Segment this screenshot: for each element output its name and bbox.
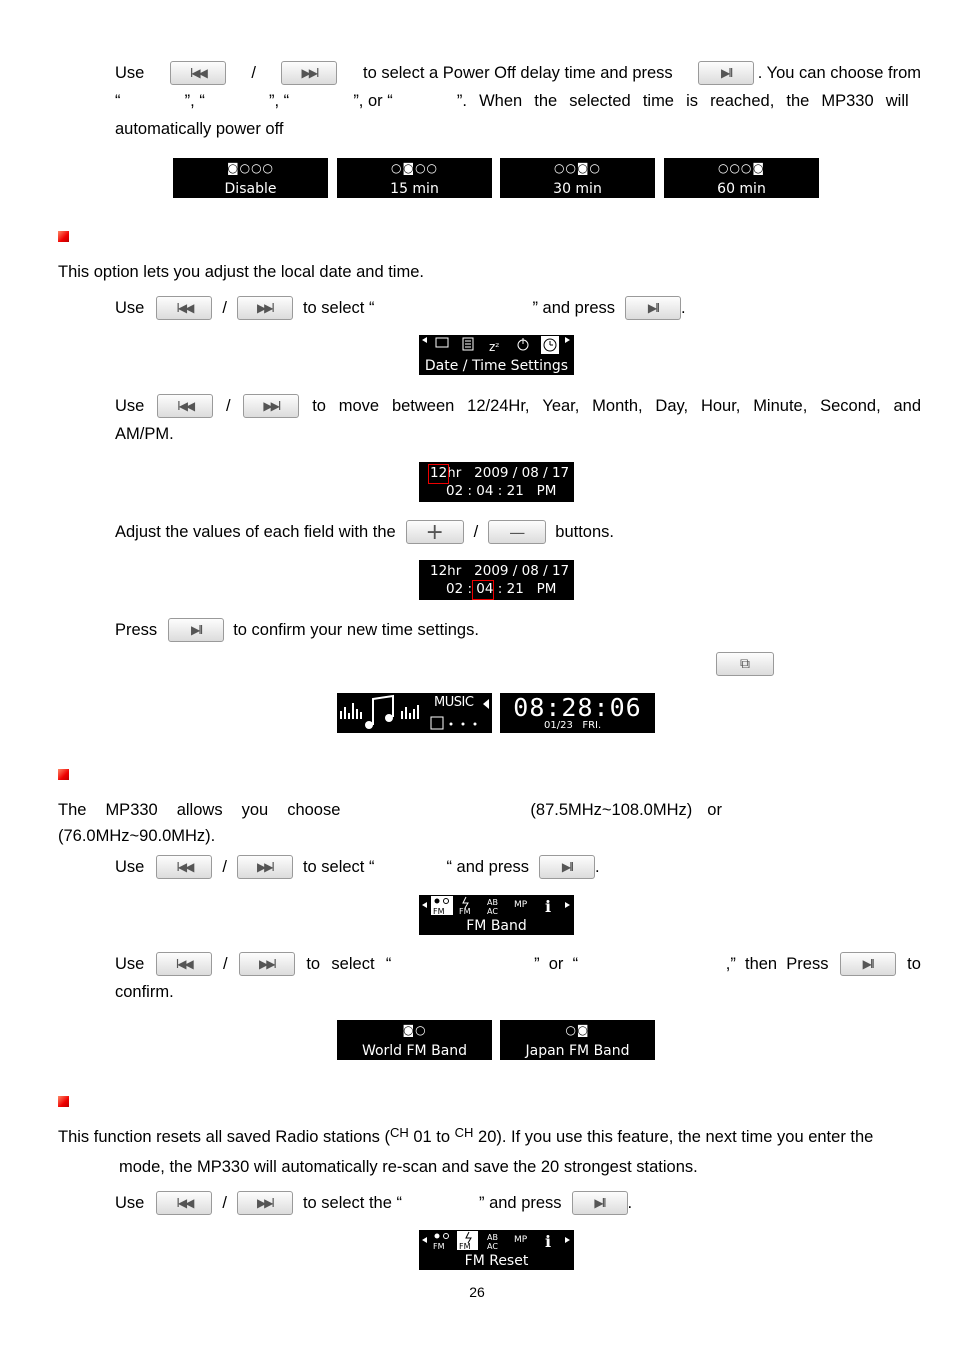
text: is: [686, 91, 698, 110]
text: you: [241, 801, 269, 819]
lcd-world-fm-band: [337, 1020, 492, 1060]
note-box-icon: [431, 717, 443, 729]
lcd-dots: ◙○○○: [226, 161, 275, 175]
text: /: [222, 1193, 227, 1212]
text: 12/24Hr,: [467, 396, 530, 415]
svg-text:FM: FM: [433, 907, 445, 916]
preset-icon: MP: [514, 900, 528, 910]
lcd-15min: [337, 158, 492, 198]
fm-band-intro-2: (76.0MHz~90.0MHz).: [58, 827, 216, 845]
text: to select the “: [302, 1193, 402, 1212]
text: [58, 1125, 874, 1147]
text: to: [312, 396, 326, 415]
text: When: [479, 91, 523, 110]
lcd-music-screen: [337, 693, 492, 733]
text: to: [907, 954, 921, 973]
text: MP330: [821, 91, 874, 110]
date-time-move-line-2: AM/PM.: [115, 425, 174, 443]
text: Second,: [820, 396, 881, 415]
music-label: MUSIC: [434, 695, 474, 710]
prev-button: I◀◀: [170, 61, 226, 85]
info-icon: i: [545, 1232, 552, 1251]
text: Year,: [542, 396, 580, 415]
text: “ and press: [446, 857, 530, 876]
play-pause-button: ▶II: [625, 296, 681, 320]
text: Use: [115, 857, 145, 876]
adjust-line: [115, 519, 614, 545]
lcd-dots: ○◙○○: [390, 161, 439, 175]
menu-icons: [419, 335, 574, 357]
lcd-disable: [173, 158, 328, 198]
text: between: [391, 396, 455, 415]
date-time-move-line: [115, 393, 921, 419]
next-button: ▶▶I: [237, 1191, 293, 1215]
fm-band-select-line: [115, 854, 600, 880]
text: .: [681, 298, 686, 317]
lcd-label: Date / Time Settings: [424, 358, 569, 374]
fm-band-icon: FM: [433, 1242, 445, 1251]
clock-time: 08:28:06: [513, 693, 642, 722]
text: ”, or “: [353, 91, 393, 110]
plus-button: +: [406, 520, 464, 544]
text: ”, “: [184, 91, 205, 110]
text: /: [222, 857, 227, 876]
lcd-line: 12hr 2009 / 08 / 17: [430, 563, 570, 579]
text: or: [707, 801, 722, 819]
text: Use: [115, 298, 145, 317]
lcd-line: 02 : 04 : 21 PM: [446, 483, 557, 499]
text: 20). If you use this feature, the next time you enter the: [473, 1128, 874, 1146]
minus-button: —: [488, 520, 546, 544]
text: select: [331, 954, 375, 973]
section-bullet-icon: [58, 1096, 69, 1107]
lcd-date-time-menu: [419, 335, 574, 375]
lcd-label: Disable: [224, 181, 277, 197]
equalizer-icon: [340, 703, 419, 719]
text: /: [225, 396, 231, 415]
lcd-dots: ○○○◙: [717, 161, 766, 175]
power-off-line-1: [115, 60, 921, 86]
svg-text:AC: AC: [487, 907, 498, 916]
lcd-japan-fm-band: [500, 1020, 655, 1060]
text: the: [534, 91, 558, 110]
lcd-line: 12hr 2009 / 08 / 17: [430, 465, 570, 481]
text: . You can choose from: [757, 63, 921, 82]
fm-band-intro: [58, 801, 748, 820]
mode-button: ⧉: [716, 652, 774, 676]
text: (87.5MHz~108.0MHz): [530, 801, 693, 819]
svg-text:AC: AC: [487, 1242, 498, 1251]
text: Use: [115, 63, 145, 82]
left-arrow-icon: [422, 337, 427, 343]
text: reached,: [710, 91, 775, 110]
lcd-label: FM Reset: [464, 1253, 529, 1269]
text: Use: [115, 1193, 145, 1212]
play-pause-button: ▶II: [539, 855, 595, 879]
text: .: [595, 857, 600, 876]
lcd-label: FM Band: [466, 918, 527, 934]
text: ” or “: [534, 954, 579, 973]
text: Hour,: [700, 396, 741, 415]
clock-date: 01/23 FRI.: [544, 720, 602, 731]
text: This function resets all saved Radio stations (: [58, 1128, 390, 1146]
next-button: ▶▶I: [243, 394, 299, 418]
prev-button: I◀◀: [156, 296, 212, 320]
fm-reset-intro: [58, 1125, 921, 1147]
field-highlight: [472, 580, 494, 600]
lcd-30min: [500, 158, 655, 198]
field-highlight: [428, 464, 449, 484]
text: ” and press: [532, 298, 616, 317]
text: Minute,: [753, 396, 808, 415]
fm-reset-intro-2: mode, the MP330 will automatically re-scan and save the 20 strongest stations.: [119, 1158, 698, 1176]
play-pause-button: ▶II: [840, 952, 896, 976]
text: ,” then Press: [725, 954, 829, 973]
text: Press: [115, 620, 158, 639]
text: /: [473, 522, 479, 541]
left-arrow-icon: [422, 902, 427, 908]
play-pause-button: ▶II: [572, 1191, 628, 1215]
ch-label: CH: [390, 1125, 409, 1140]
date-time-intro: This option lets you adjust the local date and time.: [58, 263, 424, 281]
power-off-line-2: [115, 90, 921, 112]
text: .: [627, 1193, 633, 1212]
lcd-label: World FM Band: [361, 1043, 468, 1059]
lcd-label: 15 min: [390, 181, 439, 197]
date-time-select-line: [115, 295, 686, 321]
text: ” and press: [479, 1193, 562, 1212]
lcd-line: 02 : 04 : 21 PM: [446, 581, 557, 597]
text: the: [786, 91, 810, 110]
play-pause-button: ▶II: [168, 618, 224, 642]
lcd-fm-reset-menu: [419, 1230, 574, 1270]
lcd-dots: ◙○: [402, 1023, 427, 1037]
lcd-time-edit-1: [419, 462, 574, 502]
text: selected: [569, 91, 631, 110]
fm-menu-icons: [419, 895, 574, 917]
text: to select a Power Off delay time and press: [363, 63, 673, 82]
text: move: [338, 396, 380, 415]
text: /: [223, 954, 228, 973]
text: /: [222, 298, 227, 317]
fm-reset-select-line: [115, 1190, 632, 1216]
power-off-line-3: automatically power off: [115, 120, 284, 138]
fm-band-choose-line: [115, 951, 921, 977]
lcd-time-edit-2: [419, 560, 574, 600]
preset-icon: MP: [514, 1235, 528, 1245]
press-confirm-line: [115, 617, 479, 643]
text: time: [642, 91, 674, 110]
text: “: [115, 91, 121, 110]
text: Adjust the values of each field with the: [115, 522, 396, 541]
lcd-dots: ○◙: [565, 1023, 590, 1037]
text: allows: [176, 801, 223, 819]
svg-text:FM: FM: [459, 1242, 471, 1251]
lcd-60min: [664, 158, 819, 198]
text: 01 to: [408, 1128, 455, 1146]
fm-band-confirm: confirm.: [115, 983, 174, 1001]
sleep-icon: zᶻ: [489, 340, 500, 354]
lcd-label: 30 min: [553, 181, 602, 197]
prev-button: I◀◀: [156, 952, 212, 976]
text: ”.: [456, 91, 467, 110]
text: to confirm your new time settings.: [233, 620, 479, 639]
next-button: ▶▶I: [237, 855, 293, 879]
music-note-icon: [365, 696, 393, 729]
prev-button: I◀◀: [156, 1191, 212, 1215]
text: Month,: [592, 396, 643, 415]
prev-button: I◀◀: [157, 394, 213, 418]
lcd-dots: ○○◙○: [553, 161, 602, 175]
text: buttons.: [555, 522, 614, 541]
right-arrow-icon: [565, 337, 570, 343]
prev-button: I◀◀: [156, 855, 212, 879]
fm-reset-icon: FM: [459, 907, 471, 916]
lcd-fm-band-menu: [419, 895, 574, 935]
right-arrow-icon: [565, 1237, 570, 1243]
display-icon: [436, 338, 448, 347]
text: to select “: [302, 298, 375, 317]
right-arrow-icon: [565, 902, 570, 908]
ch-label: CH: [454, 1125, 474, 1140]
text: Day,: [655, 396, 689, 415]
text: “: [385, 954, 392, 973]
text: MP330: [105, 801, 158, 819]
text: Use: [115, 954, 145, 973]
text: The: [58, 801, 87, 819]
lcd-clock-screen: [500, 693, 655, 733]
next-button: ▶▶I: [239, 952, 295, 976]
left-arrow-icon: [422, 1237, 427, 1243]
text: to: [306, 954, 321, 973]
next-button: ▶▶I: [237, 296, 293, 320]
text: /: [251, 63, 256, 82]
text: and: [893, 396, 921, 415]
fm-menu-icons: [419, 1230, 574, 1252]
text: to select “: [302, 857, 375, 876]
lcd-label: 60 min: [717, 181, 766, 197]
page-number: 26: [469, 1284, 485, 1300]
auto-scan-icon: AB: [487, 898, 498, 907]
play-pause-button: ▶II: [698, 61, 754, 85]
text: will: [885, 91, 909, 110]
next-button: ▶▶I: [281, 61, 337, 85]
auto-scan-icon: AB: [487, 1233, 498, 1242]
left-arrow-icon: [483, 699, 489, 709]
text: ”, “: [268, 91, 290, 110]
info-icon: i: [545, 897, 552, 916]
lcd-label: Japan FM Band: [525, 1043, 630, 1059]
section-bullet-icon: [58, 231, 69, 242]
text: choose: [287, 801, 341, 819]
section-bullet-icon: [58, 769, 69, 780]
text: Use: [115, 396, 145, 415]
